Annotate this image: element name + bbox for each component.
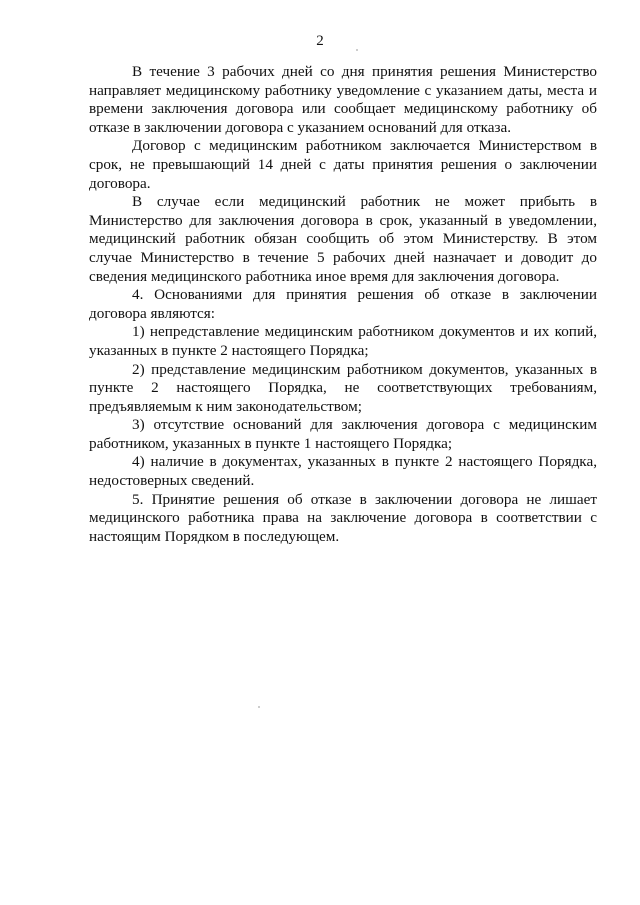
paragraph-refusal-not-final: 5. Принятие решения об отказе в заключении договора не лишает медицинского работника права на заключение договора в соответствии с настоящим Порядком в последующем. xyxy=(89,490,597,545)
scan-speck xyxy=(356,49,358,51)
list-item-ground-1: 1) непредставление медицинским работником документов и их копий, указанных в пункте 2 настоящего Порядка; xyxy=(89,323,597,359)
document-body xyxy=(89,63,597,546)
paragraph-notification-deadline: В течение 3 рабочих дней со дня принятия решения Министерство направляет медицинскому работнику уведомление с указанием даты, места и времени заключения договора или сообщает медицинскому работнику об отказе в заключении договора с указанием оснований для отказа. xyxy=(89,63,597,136)
scan-speck xyxy=(258,706,260,708)
list-item-ground-2: 2) представление медицинским работником документов, указанных в пункте 2 настоящего Порядка, не соответствующих требованиям, предъявляемым к ним законодательством; xyxy=(89,360,597,415)
paragraph-rescheduling: В случае если медицинский работник не может прибыть в Министерство для заключения договора в срок, указанный в уведомлении, медицинский работник обязан сообщить об этом Министерству. В этом случае Министерство в течение 5 рабочих дней назначает и доводит до сведения медицинского работника иное время для заключения договора. xyxy=(89,193,597,285)
list-item-ground-4: 4) наличие в документах, указанных в пункте 2 настоящего Порядка, недостоверных сведений. xyxy=(89,453,597,490)
paragraph-contract-term: Договор с медицинским работником заключается Министерством в срок, не превышающий 14 дней с даты принятия решения о заключении договора. xyxy=(89,137,597,192)
list-item-ground-3: 3) отсутствие оснований для заключения договора с медицинским работником, указанных в пункте 1 настоящего Порядка; xyxy=(89,416,597,452)
page-number: 2 xyxy=(316,33,324,49)
paragraph-refusal-grounds-heading: 4. Основаниями для принятия решения об отказе в заключении договора являются: xyxy=(89,286,597,322)
